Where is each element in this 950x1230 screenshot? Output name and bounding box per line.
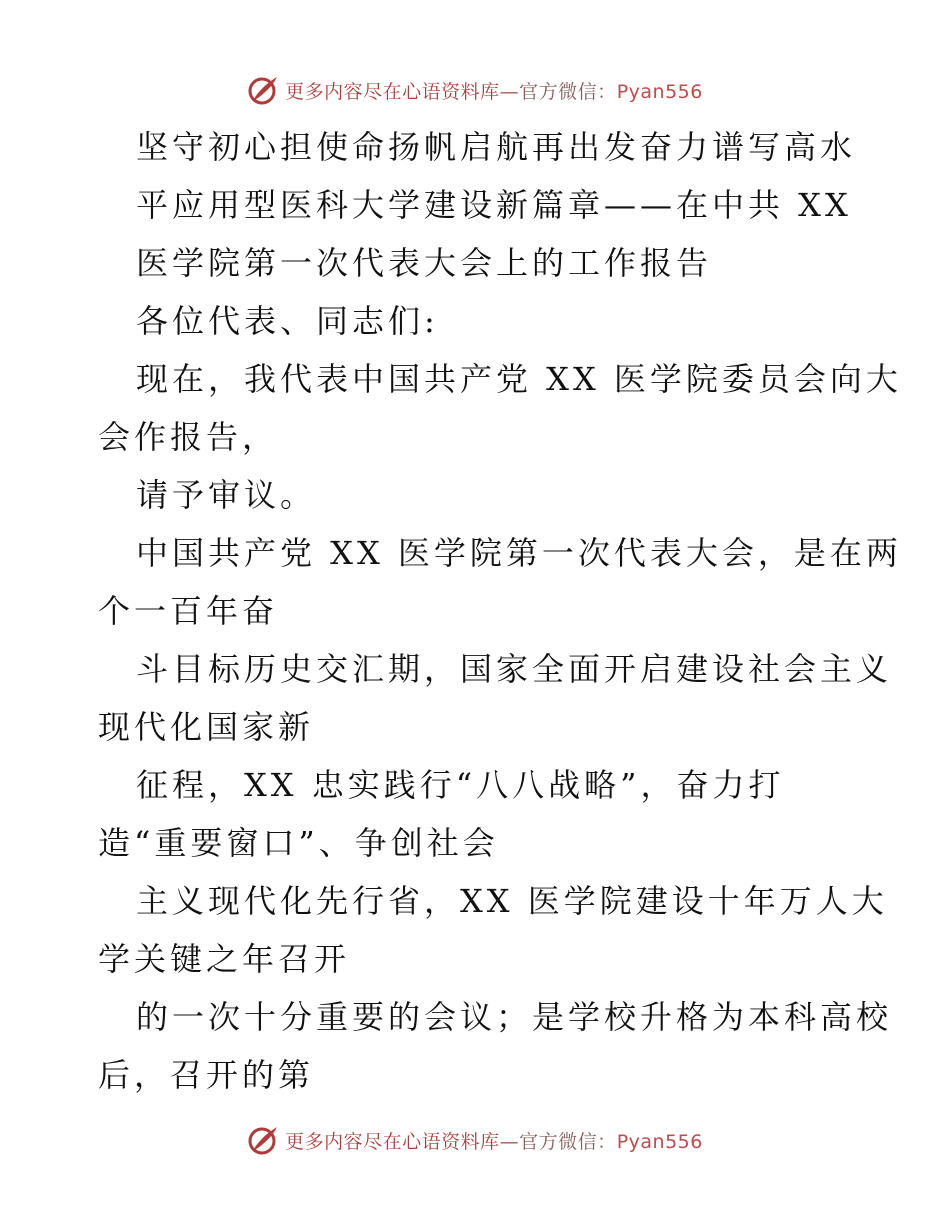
paragraph-line: 的一次十分重要的会议；是学校升格为本科高校 — [136, 998, 893, 1036]
paragraph-line: 主义现代化先行省，XX 医学院建设十年万人大 — [136, 882, 888, 920]
footer-watermark-text — [285, 1127, 703, 1154]
title-line-2: 平应用型医科大学建设新篇章——在中共 XX — [136, 186, 852, 224]
footer-watermark-title: 更多内容尽在心语资料库 — [285, 1130, 500, 1153]
paragraph-line: 个一百年奋 — [98, 592, 279, 630]
footer-watermark-wechat: Pyan556 — [616, 1130, 703, 1153]
footer-watermark-sub: 官方微信： — [519, 1130, 617, 1153]
header-watermark-dash: — — [499, 80, 520, 103]
paragraph-line: 斗目标历史交汇期，国家全面开启建设社会主义 — [136, 650, 893, 688]
header-watermark-banner — [0, 70, 950, 110]
paragraph-line: 中国共产党 XX 医学院第一次代表大会，是在两 — [136, 534, 902, 572]
paragraph-line: 学关键之年召开 — [98, 940, 351, 978]
header-watermark-text — [285, 77, 703, 104]
paragraph-line: 请予审议。 — [136, 476, 317, 514]
footer-watermark-banner — [0, 1120, 950, 1160]
paragraph-line: 征程，XX 忠实践行“八八战略”，奋力打 — [136, 766, 785, 804]
header-watermark-title: 更多内容尽在心语资料库 — [285, 80, 500, 103]
paragraph-line: 现代化国家新 — [98, 708, 315, 746]
title-line-3: 医学院第一次代表大会上的工作报告 — [136, 244, 713, 282]
feather-logo-icon — [247, 73, 281, 107]
feather-logo-icon — [247, 1123, 281, 1157]
title-line-1: 坚守初心担使命扬帆启航再出发奋力谱写高水 — [136, 128, 857, 166]
salutation: 各位代表、同志们: — [136, 302, 439, 340]
header-watermark-sub: 官方微信： — [519, 80, 617, 103]
header-watermark-wechat: Pyan556 — [616, 80, 703, 103]
paragraph-line: 后，召开的第 — [98, 1056, 315, 1094]
footer-watermark-dash: — — [499, 1130, 520, 1153]
paragraph-line: 会作报告， — [98, 418, 279, 456]
paragraph-line: 现在，我代表中国共产党 XX 医学院委员会向大 — [136, 360, 902, 398]
paragraph-line: 造“重要窗口”、争创社会 — [98, 824, 499, 862]
